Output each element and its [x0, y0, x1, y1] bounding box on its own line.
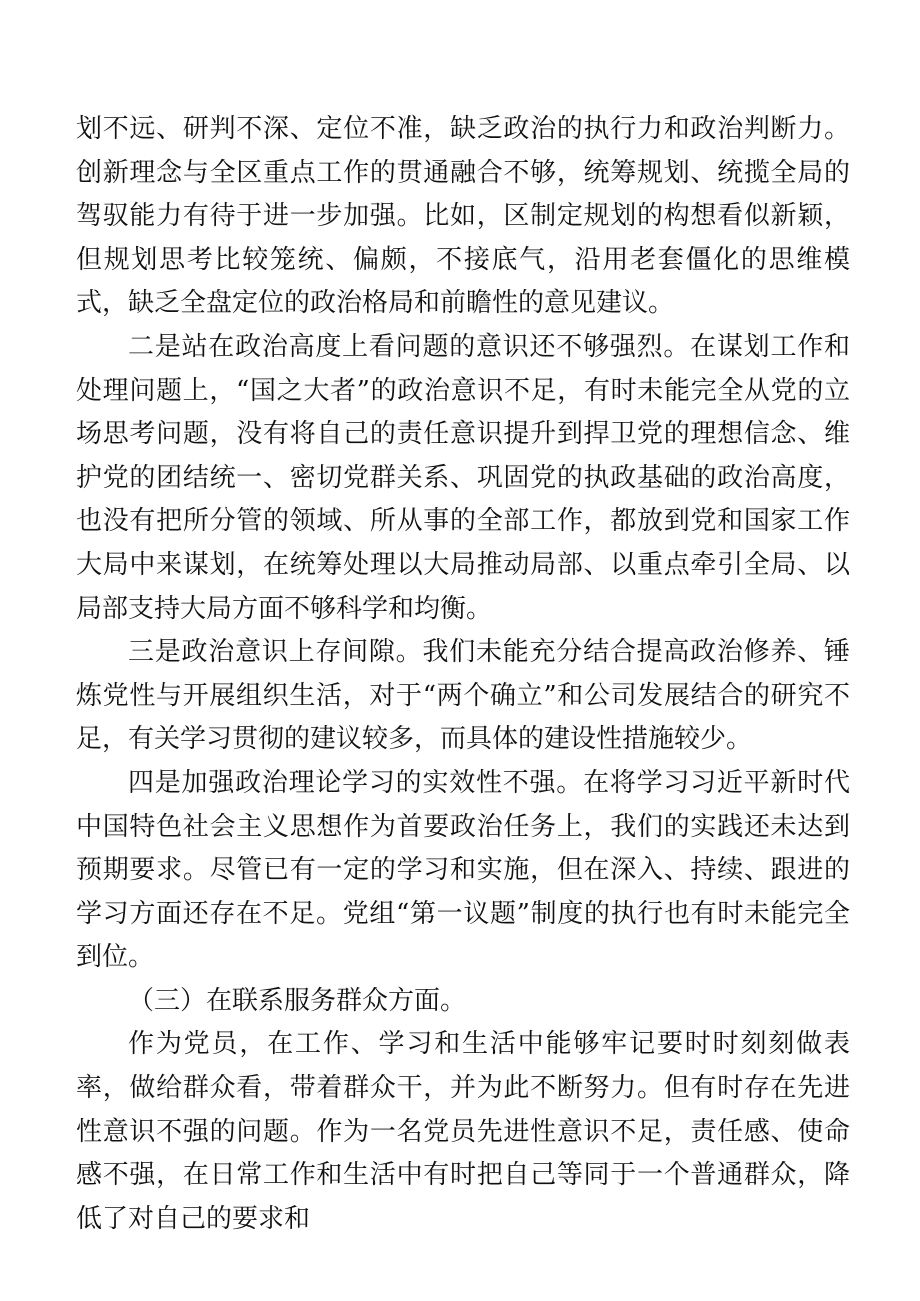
paragraph-continuation: 划不远、研判不深、定位不准，缺乏政治的执行力和政治判断力。创新理念与全区重点工作的贯通融合不够，统筹规划、统揽全局的驾驭能力有待于进一步加强。比如，区制定规划的构想看似新颖，但规划思考比较笼统、偏颇，不接底气，沿用老套僵化的思维模式，缺乏全盘定位的政治格局和前瞻性的意见建议。	[76, 114, 850, 319]
paragraph-point-two: 二是站在政治高度上看问题的意识还不够强烈。在谋划工作和处理问题上，“国之大者”的政治意识不足，有时未能完全从党的立场思考问题，没有将自己的责任意识提升到捍卫党的理想信念、维护党的团结统一、密切党群关系、巩固党的执政基础的政治高度，也没有把所分管的领域、所从事的全部工作，都放到党和国家工作大局中来谋划，在统筹处理以大局推动局部、以重点牵引全局、以局部支持大局方面不够科学和均衡。	[76, 331, 850, 624]
paragraph-point-four: 四是加强政治理论学习的实效性不强。在将学习习近平新时代中国特色社会主义思想作为首要政治任务上，我们的实践还未达到预期要求。尽管已有一定的学习和实施，但在深入、持续、跟进的学习方面还存在不足。党组“第一议题”制度的执行也有时未能完全到位。	[76, 767, 850, 973]
section-heading-three: （三）在联系服务群众方面。	[128, 985, 467, 1016]
paragraph-party-member: 作为党员，在工作、学习和生活中能够牢记要时时刻刻做表率，做给群众看，带着群众干，并为此不断努力。但有时存在先进性意识不强的问题。作为一名党员先进性意识不足，责任感、使命感不强，在日常工作和生活中有时把自己等同于一个普通群众，降低了对自己的要求和	[76, 1029, 850, 1234]
document-body	[76, 108, 850, 1241]
paragraph-point-three: 三是政治意识上存间隙。我们未能充分结合提高政治修养、锤炼党性与开展组织生活，对于“两个确立”和公司发展结合的研究不足，有关学习贯彻的建议较多，而具体的建设性措施较少。	[76, 637, 850, 755]
